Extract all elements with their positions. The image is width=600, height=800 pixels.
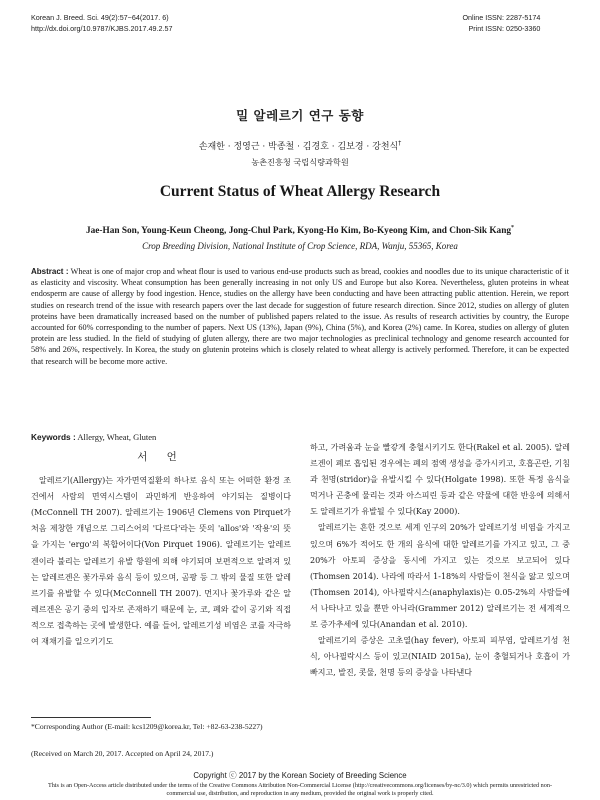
doi-link[interactable]: http://dx.doi.org/10.9787/KJBS.2017.49.2.57 [31, 24, 173, 33]
corresponding-author-note: *Corresponding Author (E-mail: kcs1209@korea.kr, Tel: +82-63-238-5227) [31, 722, 263, 731]
journal-header [31, 12, 172, 34]
issn-block [462, 12, 564, 34]
abstract [31, 266, 569, 367]
footnote-divider [31, 717, 151, 718]
print-issn: Print ISSN: 0250-3360 [468, 24, 541, 33]
abstract-text: Wheat is one of major crop and wheat flour is used to various end-use products such as bread, cookies and noodles due to its unique characteristic of it as elasticity and viscosity. Wheat consumption has been generally increasing in not only US and Europe but also Korea. Nevertheless, gluten proteins in wheat endosperm are cause of allergy by food ingestion. Hence, studies on the allergy have been conducting and have been attracting public attention. Herein, we report studies on research trend of the issue with research papers over the last decade for suggestion of future research direction. Since 2012, studies on allergy of gluten proteins have been dramatically increased based on the number of published papers related to the issue. As results of research activities by country, the Europe accounted for 60% corresponding to the number of papers. Next US (13%), Japan (9%), China (5%), and Korea (2%) came. In Korea, studies on allergy of gluten protein are less studied. In the field of studying of gluten allergy, there are two major technologies as preclinical technology and genome research accounted for 58% and 26%, respectively. In Korea, the study on glutenin proteins which is closely related to wheat allergy is actively performed. Therefore, it can be expected that research will be become more active. [31, 267, 569, 366]
english-authors: Jae-Han Son, Young-Keun Cheong, Jong-Chul Park, Kyong-Ho Kim, Bo-Kyeong Kim, and Chon-Sik Kang* [85, 225, 515, 237]
online-issn: Online ISSN: 2287-5174 [462, 13, 541, 22]
korean-affiliation: 농촌진흥청 국립식량과학원 [251, 157, 349, 167]
paragraph: 하고, 가려움과 눈을 빨갛게 충혈시키기도 한다(Rakel et al. 2005). 알레르겐이 폐로 흡입된 경우에는 폐의 점액 생성을 증가시키고, 호흡곤란, 기침과 천명(stridor)을 유발시킬 수 있다(Holgate 1998). 또한 특정 음식을 먹거나 곤충에 물리는 것과 아스피린 등과 같은 약물에 대한 반응에 의해서도 알레르기가 유발될 수 있다(Kay 2000). [310, 443, 570, 517]
keywords-text: Allergy, Wheat, Gluten [77, 432, 157, 442]
paragraph: 알레르기의 증상은 고초열(hay fever), 아토피 피부염, 알레르기성 천식, 아나필락시스 등이 있고(NIAID 2015a), 눈이 충혈되거나 호흡이 가빠지고, 발진, 콧물, 천명 등의 증상을 나타낸다 [310, 636, 570, 678]
korean-authors: 손재한 · 정영근 · 박종철 · 김경호 · 김보경 · 강천식† [198, 140, 402, 152]
paragraph: 알레르기는 흔한 것으로 세계 인구의 20%가 알레르기성 비염을 가지고 있으며 6%가 적어도 한 개의 음식에 대한 알레르기를 가지고 있고, 그 중 20%가 아토피 증상을 동시에 가지고 있는 것으로 보고되어 있다(Thomsen 2014). 나라에 따라서 1-18%의 사람들이 천식을 앓고 있으며(Thomsen 2014), 아나필락시스(anaphylaxis)는 0.05-2%의 사람들에서 나타나고 있을 뿐만 아니라(Grammer 2012) 알레르기는 전 세계적으로 증가추세에 있다(Anandan et al. 2010). [310, 523, 570, 630]
section-title: 서 언 [137, 451, 185, 463]
received-dates: (Received on March 20, 2017. Accepted on April 24, 2017.) [31, 749, 214, 758]
korean-title: 밀 알레르기 연구 동향 [236, 108, 364, 123]
english-title: Current Status of Wheat Allergy Research [159, 183, 441, 200]
paragraph: 알레르기(Allergy)는 자가면역질환의 하나로 음식 또는 어떠한 환경 조건에서 사람의 면역시스템이 과민하게 반응하여 야기되는 질병이다(McConnell TH 2007). 알레르기는 1906년 Clemens von Pirquet가 처음 제창한 개념으로 그리스어의 '다르다'라는 뜻의 'allos'와 '작용'의 뜻을 가지는 'ergo'의 복합어이다(Von Pirquet 1906). 알레르기는 알레르겐이라 불리는 알레르기 유발 항원에 의해 야기되며 보편적으로 알려져 있는 알레르겐은 꽃가루와 음식 등이 있으며, 곰팡 등 그 밖의 물질 또한 알레르기를 유발할 수 있다(McConnell TH 2007). 먼지나 꽃가루와 같은 알레르겐은 공기 중의 입자로 존재하기 때문에 눈, 코, 폐와 같이 공기와 직접적으로 접촉하는 곳에 발생한다. 예를 들어, 알레르기성 비염은 코를 자극하여 재채기를 일으키기도 [31, 476, 291, 647]
body-column-right [310, 440, 570, 681]
copyright-line: Copyright ⓒ 2017 by the Korean Society of Breeding Science [193, 771, 407, 780]
keywords [31, 432, 156, 442]
abstract-label: Abstract : [31, 267, 69, 276]
license-text: This is an Open-Access article distributed under the terms of the Creative Commons Attribution Non-Commercial License (http://creativecommons.org/licenses/by-nc/3.0) which permits unrestricted non-commercial use, distribution, and reproduction in any medium, provided the original work is properly cited. [47, 782, 553, 797]
body-column-left [31, 447, 291, 650]
corresponding-mark: † [398, 140, 402, 147]
keywords-label: Keywords : [31, 432, 76, 442]
corresponding-mark: * [511, 225, 515, 231]
english-affiliation: Crop Breeding Division, National Institute of Crop Science, RDA, Wanju, 55365, Korea [142, 241, 458, 251]
journal-citation: Korean J. Breed. Sci. 49(2):57~64(2017. 6) [31, 13, 169, 22]
